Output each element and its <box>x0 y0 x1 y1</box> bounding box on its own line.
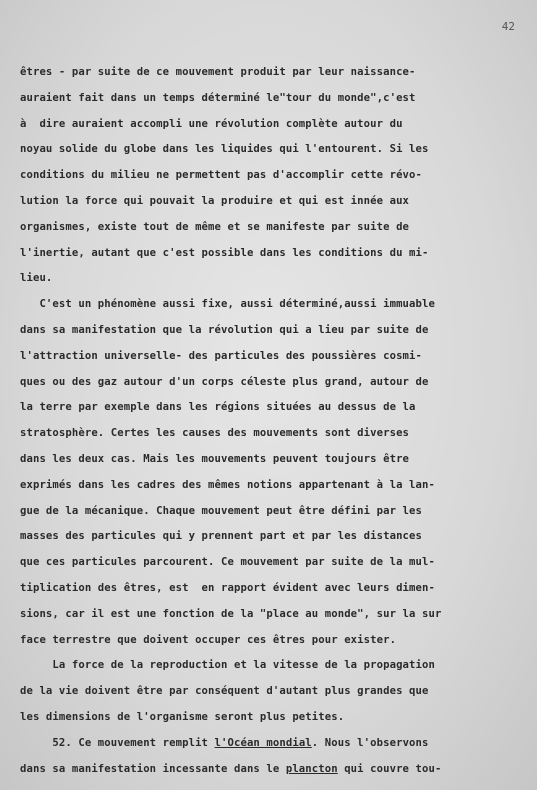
text-line: que ces particules parcourent. Ce mouvement par suite de la mul- <box>20 556 435 569</box>
text-line <box>20 757 526 783</box>
text-span: 52. Ce mouvement remplit <box>20 736 215 749</box>
text-line <box>20 731 526 757</box>
text-line: sions, car il est une fonction de la "place au monde", sur la sur <box>20 607 442 620</box>
text-line: C'est un phénomène aussi fixe, aussi déterminé,aussi immuable <box>20 298 435 311</box>
text-span: dans sa manifestation incessante dans le <box>20 762 286 775</box>
text-line: de la vie doivent être par conséquent d'autant plus grandes que <box>20 685 429 698</box>
text-line: dans sa manifestation que la révolution qui a lieu par suite de <box>20 323 429 336</box>
text-line: les dimensions de l'organisme seront plus petites. <box>20 710 345 723</box>
text-line: à dire auraient accompli une révolution complète autour du <box>20 117 403 130</box>
text-line: tiplication des êtres, est en rapport évident avec leurs dimen- <box>20 581 435 594</box>
text-line: La force de la reproduction et la vitesse de la propagation <box>20 659 435 672</box>
text-line: lution la force qui pouvait la produire et qui est innée aux <box>20 194 410 207</box>
text-line: lieu. <box>20 272 53 285</box>
body-text <box>20 60 526 782</box>
text-line: gue de la mécanique. Chaque mouvement peut être défini par les <box>20 504 423 517</box>
text-line: ques ou des gaz autour d'un corps céleste plus grand, autour de <box>20 375 429 388</box>
text-line: face terrestre que doivent occuper ces êtres pour exister. <box>20 633 397 646</box>
text-line: stratosphère. Certes les causes des mouvements sont diverses <box>20 427 410 440</box>
underlined-phrase: l'Océan mondial <box>214 736 312 749</box>
page-number: 42 <box>501 20 515 33</box>
text-line: noyau solide du globe dans les liquides qui l'entourent. Si les <box>20 143 429 156</box>
text-line: auraient fait dans un temps déterminé le"tour du monde",c'est <box>20 91 416 104</box>
text-line: conditions du milieu ne permettent pas d'accomplir cette révo- <box>20 169 423 182</box>
text-line: dans les deux cas. Mais les mouvements peuvent toujours être <box>20 452 410 465</box>
text-line: êtres - par suite de ce mouvement produit par leur naissance- <box>20 66 416 78</box>
text-line: masses des particules qui y prennent part et par les distances <box>20 530 423 543</box>
text-span: qui couvre tou- <box>337 762 442 775</box>
text-line: la terre par exemple dans les régions situées au dessus de la <box>20 401 416 414</box>
text-line: organismes, existe tout de même et se manifeste par suite de <box>20 220 410 233</box>
underlined-phrase: plancton <box>285 762 338 775</box>
text-line: l'attraction universelle- des particules des poussières cosmi- <box>20 349 423 362</box>
text-line: exprimés dans les cadres des mêmes notions appartenant à la lan- <box>20 478 435 491</box>
text-span: . Nous l'observons <box>311 736 429 749</box>
text-line: l'inertie, autant que c'est possible dans les conditions du mi- <box>20 246 429 259</box>
